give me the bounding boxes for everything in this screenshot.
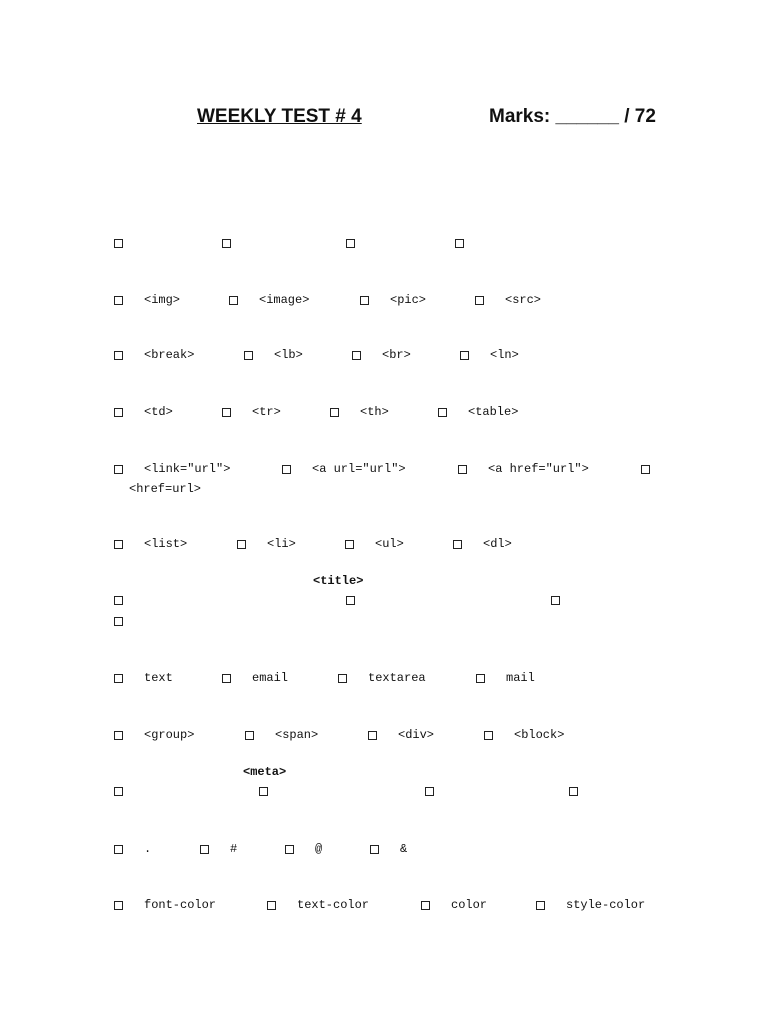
option-label: <src> (505, 293, 542, 307)
checkbox[interactable] (222, 674, 231, 683)
question-row (0, 898, 768, 918)
checkbox[interactable] (114, 674, 123, 683)
question-row (0, 537, 768, 557)
question-row (0, 293, 768, 313)
checkbox[interactable] (285, 845, 294, 854)
option-label: <break> (144, 348, 195, 362)
option-label: font-color (144, 898, 217, 912)
checkbox[interactable] (237, 540, 246, 549)
option-label: textarea (368, 671, 426, 685)
checkbox[interactable] (352, 351, 361, 360)
option-label: & (400, 842, 408, 856)
option-label: <tr> (252, 405, 281, 419)
option-label: <span> (275, 728, 319, 742)
checkbox[interactable] (114, 845, 123, 854)
checkbox[interactable] (338, 674, 347, 683)
option-label: style-color (566, 898, 646, 912)
checkbox[interactable] (114, 901, 123, 910)
checkbox[interactable] (114, 787, 123, 796)
checkbox[interactable] (345, 540, 354, 549)
checkbox[interactable] (641, 465, 650, 474)
question-row (0, 842, 768, 862)
checkbox[interactable] (114, 540, 123, 549)
option-label: <ln> (490, 348, 519, 362)
question-row (0, 671, 768, 691)
option-label: <th> (360, 405, 389, 419)
option-label: <image> (259, 293, 310, 307)
question-row (0, 728, 768, 748)
checkbox[interactable] (114, 351, 123, 360)
checkbox[interactable] (346, 596, 355, 605)
checkbox[interactable] (475, 296, 484, 305)
checkbox[interactable] (244, 351, 253, 360)
option-label: <li> (267, 537, 296, 551)
option-label: <lb> (274, 348, 303, 362)
checkbox[interactable] (476, 674, 485, 683)
question-row (0, 462, 768, 496)
checkbox[interactable] (484, 731, 493, 740)
checkbox[interactable] (453, 540, 462, 549)
question-term: <meta> (243, 765, 287, 779)
checkbox[interactable] (536, 901, 545, 910)
checkbox[interactable] (114, 596, 123, 605)
checkbox[interactable] (330, 408, 339, 417)
checkbox[interactable] (222, 239, 231, 248)
option-label: <list> (144, 537, 188, 551)
checkbox[interactable] (346, 239, 355, 248)
option-label: text (144, 671, 173, 685)
checkbox[interactable] (360, 296, 369, 305)
checkbox[interactable] (222, 408, 231, 417)
question-row (0, 784, 768, 804)
option-label: <a href="url"> (488, 462, 589, 476)
test-title: WEEKLY TEST # 4 (197, 106, 362, 127)
question-term: <title> (313, 574, 364, 588)
checkbox[interactable] (282, 465, 291, 474)
question-row (0, 593, 768, 613)
checkbox[interactable] (425, 787, 434, 796)
checkbox[interactable] (438, 408, 447, 417)
checkbox[interactable] (455, 239, 464, 248)
checkbox[interactable] (259, 787, 268, 796)
option-label: <ul> (375, 537, 404, 551)
option-label: . (144, 842, 152, 856)
option-label: color (451, 898, 488, 912)
checkbox[interactable] (421, 901, 430, 910)
option-label: # (230, 842, 238, 856)
option-label: <pic> (390, 293, 427, 307)
option-label: <table> (468, 405, 519, 419)
option-label: <block> (514, 728, 565, 742)
checkbox[interactable] (114, 617, 123, 626)
checkbox[interactable] (200, 845, 209, 854)
option-label: <dl> (483, 537, 512, 551)
option-label: <group> (144, 728, 195, 742)
checkbox[interactable] (114, 408, 123, 417)
question-row (0, 405, 768, 425)
question-row (0, 348, 768, 368)
checkbox[interactable] (114, 465, 123, 474)
option-label: <br> (382, 348, 411, 362)
question-row (0, 236, 768, 256)
checkbox[interactable] (114, 239, 123, 248)
option-label: <a url="url"> (312, 462, 406, 476)
question-row (0, 614, 768, 634)
checkbox[interactable] (245, 731, 254, 740)
option-label: <td> (144, 405, 173, 419)
option-label: <link="url"> (144, 462, 231, 476)
option-label-wrapped: <href=url> (129, 482, 202, 496)
option-label: @ (315, 842, 323, 856)
checkbox[interactable] (458, 465, 467, 474)
checkbox[interactable] (370, 845, 379, 854)
option-label: <img> (144, 293, 181, 307)
checkbox[interactable] (114, 731, 123, 740)
checkbox[interactable] (267, 901, 276, 910)
checkbox[interactable] (114, 296, 123, 305)
checkbox[interactable] (368, 731, 377, 740)
marks-field: Marks: ______ / 72 (489, 106, 656, 127)
checkbox[interactable] (229, 296, 238, 305)
checkbox[interactable] (569, 787, 578, 796)
option-label: <div> (398, 728, 435, 742)
option-label: email (252, 671, 289, 685)
checkbox[interactable] (460, 351, 469, 360)
option-label: text-color (297, 898, 370, 912)
checkbox[interactable] (551, 596, 560, 605)
option-label: mail (506, 671, 535, 685)
